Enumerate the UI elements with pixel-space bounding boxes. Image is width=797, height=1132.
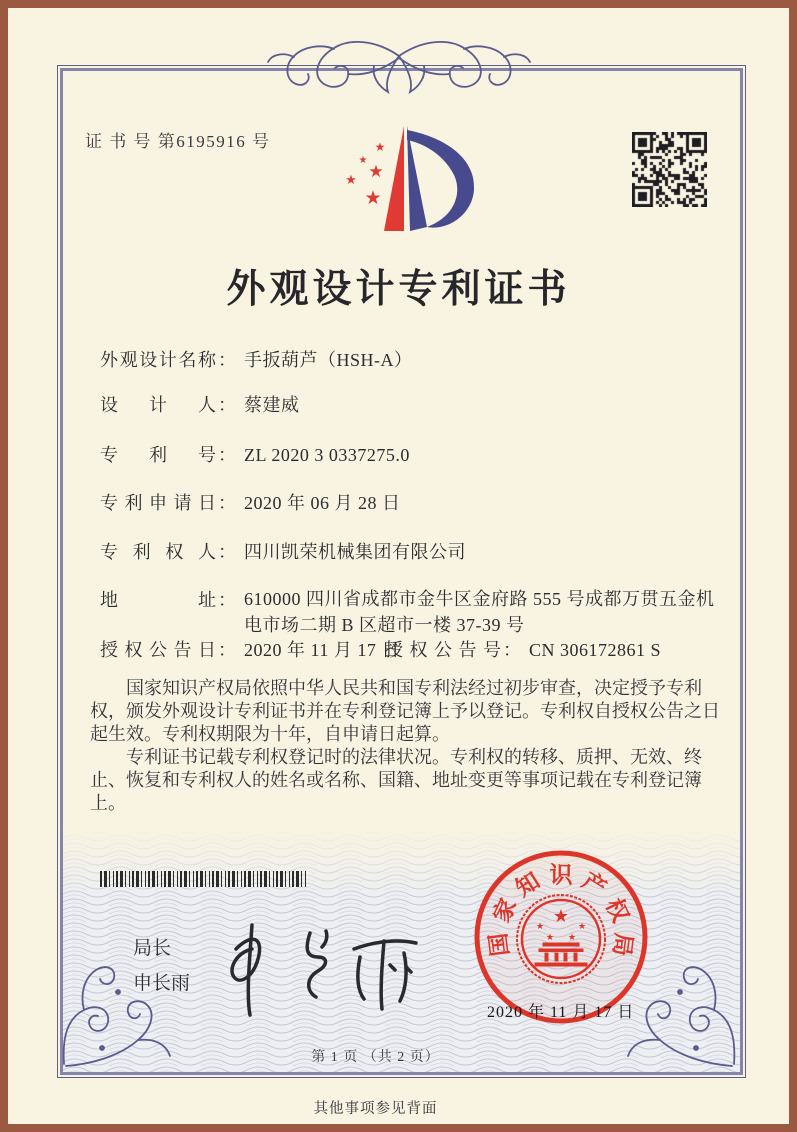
svg-text:权: 权 — [600, 894, 634, 927]
back-note: 其他事项参见背面 — [313, 1101, 438, 1117]
certificate-number: 证 书 号 第6195916 号 — [85, 132, 271, 151]
legal-paragraphs — [90, 677, 720, 815]
field-grant: 授权公告日 ： 2020 年 11 月 17 日 授权公告号 ： CN 306172861 S — [100, 636, 400, 662]
svg-text:★: ★ — [545, 933, 555, 943]
field-label: 设计人 — [100, 395, 216, 415]
field-label: 外观设计名称 — [100, 350, 216, 370]
field-value: 610000 四川省成都市金牛区金府路 555 号成都万贯五金机电市场二期 B 区超市一楼 37-39 号 — [244, 589, 715, 635]
commissioner-label: 局长 — [133, 938, 172, 959]
commissioner-name: 申长雨 — [133, 973, 191, 994]
certificate-page — [8, 8, 789, 1124]
cnipa-logo-icon — [330, 98, 520, 248]
field-label: 专利申请日 — [100, 493, 216, 513]
field-grant-number: 授权公告号 ： CN 306172861 S — [385, 636, 661, 662]
field-patent-number: 专利号 ： ZL 2020 3 0337275.0 — [100, 441, 410, 467]
svg-text:★: ★ — [552, 906, 570, 927]
qr-code — [632, 132, 707, 207]
svg-text:家: 家 — [488, 894, 522, 927]
field-value: CN 306172861 S — [529, 640, 662, 660]
field-filing-date: 专利申请日 ： 2020 年 06 月 28 日 — [100, 489, 401, 515]
svg-text:★: ★ — [368, 162, 384, 182]
field-value: 蔡建威 — [244, 395, 300, 415]
svg-text:★: ★ — [577, 922, 587, 932]
svg-text:★: ★ — [535, 922, 545, 932]
field-label: 授权公告号 — [385, 640, 501, 660]
svg-text:★: ★ — [358, 155, 368, 166]
svg-text:识: 识 — [549, 862, 573, 888]
field-value: 手扳葫芦（HSH-A） — [244, 350, 413, 370]
field-label: 专利号 — [100, 445, 216, 465]
page-number: 第 1 页 （共 2 页） — [311, 1050, 440, 1065]
field-patentee: 专利权人 ： 四川凯荣机械集团有限公司 — [100, 538, 466, 564]
field-label: 地址 — [100, 590, 216, 610]
svg-text:★: ★ — [374, 140, 386, 154]
legal-paragraph-2: 专利证书记载专利权登记时的法律状况。专利权的转移、质押、无效、终止、恢复和专利权人的姓名或名称、国籍、地址变更等事项记载在专利登记簿上。 — [90, 747, 702, 813]
field-address: 地址 ： 610000 四川省成都市金牛区金府路 555 号成都万贯五金机电市场二期 B 区超市一楼 37-39 号 — [100, 586, 722, 638]
svg-text:★: ★ — [345, 173, 357, 188]
commissioner-signature — [208, 903, 428, 1023]
svg-text:知: 知 — [511, 867, 545, 902]
field-value: ZL 2020 3 0337275.0 — [244, 445, 410, 465]
field-design-name: 外观设计名称 ： 手扳葫芦（HSH-A） — [100, 346, 413, 372]
field-value: 2020 年 11 月 17 日 — [244, 640, 400, 660]
svg-text:★: ★ — [567, 933, 577, 943]
svg-text:国: 国 — [485, 931, 514, 958]
field-value: 四川凯荣机械集团有限公司 — [244, 542, 466, 562]
legal-paragraph-1: 国家知识产权局依照中华人民共和国专利法经过初步审查，决定授予专利权，颁发外观设计专利证书并在专利登记簿上予以登记。专利权自授权公告之日起生效。专利权期限为十年，自申请日起算。 — [90, 678, 720, 744]
top-flourish-ornament — [264, 36, 534, 98]
field-label: 专利权人 — [100, 542, 216, 562]
certificate-title: 外观设计专利证书 — [226, 268, 571, 311]
barcode — [100, 871, 308, 887]
svg-text:产: 产 — [577, 867, 611, 902]
seal-date: 2020 年 11 月 17 日 — [487, 1004, 635, 1021]
field-designer: 设计人 ： 蔡建威 — [100, 391, 300, 417]
field-value: 2020 年 06 月 28 日 — [244, 493, 401, 513]
field-label: 授权公告日 — [100, 640, 216, 660]
svg-text:★: ★ — [364, 187, 382, 209]
svg-text:局: 局 — [608, 931, 637, 958]
